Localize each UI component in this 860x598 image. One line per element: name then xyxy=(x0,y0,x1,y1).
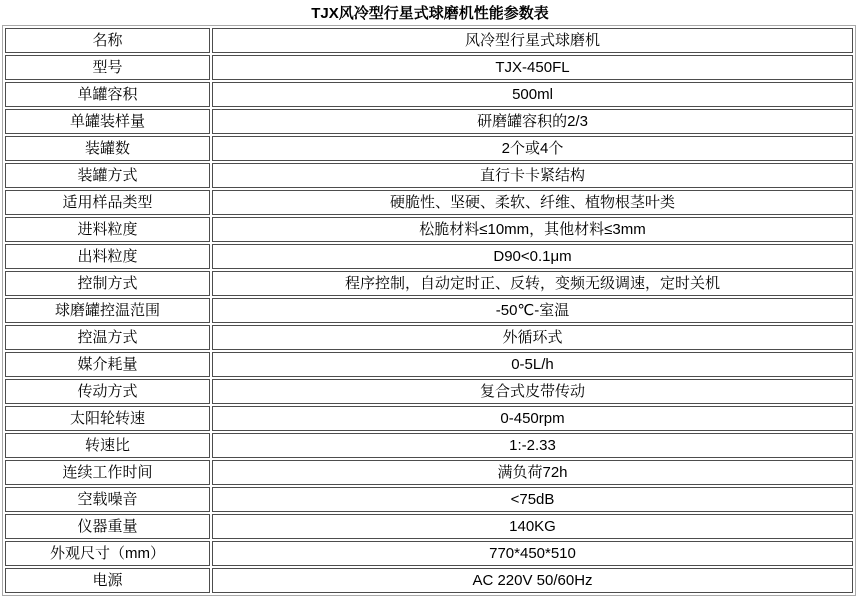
table-row xyxy=(5,379,853,404)
spec-label: 仪器重量 xyxy=(5,514,210,539)
spec-label: 装罐方式 xyxy=(5,163,210,188)
page-title: TJX风冷型行星式球磨机性能参数表 xyxy=(311,5,549,22)
table-row xyxy=(5,325,853,350)
spec-label: 外观尺寸（mm） xyxy=(5,541,210,566)
table-row xyxy=(5,217,853,242)
table-row xyxy=(5,28,853,53)
spec-value: 140KG xyxy=(212,514,853,539)
spec-label: 出料粒度 xyxy=(5,244,210,269)
table-row xyxy=(5,541,853,566)
spec-label: 控温方式 xyxy=(5,325,210,350)
spec-label: 进料粒度 xyxy=(5,217,210,242)
spec-value: 500ml xyxy=(212,82,853,107)
spec-label: 适用样品类型 xyxy=(5,190,210,215)
spec-label: 空载噪音 xyxy=(5,487,210,512)
spec-value: 研磨罐容积的2/3 xyxy=(212,109,853,134)
table-row xyxy=(5,136,853,161)
table-row xyxy=(5,487,853,512)
table-row xyxy=(5,244,853,269)
spec-value: 复合式皮带传动 xyxy=(212,379,853,404)
table-row xyxy=(5,298,853,323)
spec-value: 硬脆性、坚硬、柔软、纤维、植物根茎叶类 xyxy=(212,190,853,215)
table-row xyxy=(5,190,853,215)
table-row xyxy=(5,406,853,431)
spec-value: TJX-450FL xyxy=(212,55,853,80)
spec-value: 满负荷72h xyxy=(212,460,853,485)
spec-value: 1:-2.33 xyxy=(212,433,853,458)
spec-value: AC 220V 50/60Hz xyxy=(212,568,853,593)
spec-value: -50℃-室温 xyxy=(212,298,853,323)
spec-value: 松脆材料≤10mm，其他材料≤3mm xyxy=(212,217,853,242)
spec-label: 单罐容积 xyxy=(5,82,210,107)
table-row xyxy=(5,163,853,188)
spec-label: 传动方式 xyxy=(5,379,210,404)
spec-label: 电源 xyxy=(5,568,210,593)
spec-label: 连续工作时间 xyxy=(5,460,210,485)
spec-value: 直行卡卡紧结构 xyxy=(212,163,853,188)
spec-label: 球磨罐控温范围 xyxy=(5,298,210,323)
spec-label: 装罐数 xyxy=(5,136,210,161)
spec-value: <75dB xyxy=(212,487,853,512)
table-row xyxy=(5,460,853,485)
spec-label: 单罐装样量 xyxy=(5,109,210,134)
spec-value: D90<0.1μm xyxy=(212,244,853,269)
spec-label: 转速比 xyxy=(5,433,210,458)
spec-label: 型号 xyxy=(5,55,210,80)
spec-table xyxy=(2,25,856,596)
spec-value: 2个或4个 xyxy=(212,136,853,161)
spec-table-body xyxy=(5,28,853,593)
spec-value: 770*450*510 xyxy=(212,541,853,566)
spec-value: 外循环式 xyxy=(212,325,853,350)
table-row xyxy=(5,271,853,296)
spec-value: 风冷型行星式球磨机 xyxy=(212,28,853,53)
spec-label: 太阳轮转速 xyxy=(5,406,210,431)
spec-label: 控制方式 xyxy=(5,271,210,296)
table-row xyxy=(5,55,853,80)
spec-value: 0-450rpm xyxy=(212,406,853,431)
spec-value: 0-5L/h xyxy=(212,352,853,377)
table-row xyxy=(5,433,853,458)
table-row xyxy=(5,568,853,593)
spec-label: 媒介耗量 xyxy=(5,352,210,377)
table-row xyxy=(5,514,853,539)
table-row xyxy=(5,82,853,107)
spec-value: 程序控制，自动定时正、反转，变频无级调速，定时关机 xyxy=(212,271,853,296)
spec-label: 名称 xyxy=(5,28,210,53)
table-row xyxy=(5,109,853,134)
table-row xyxy=(5,352,853,377)
